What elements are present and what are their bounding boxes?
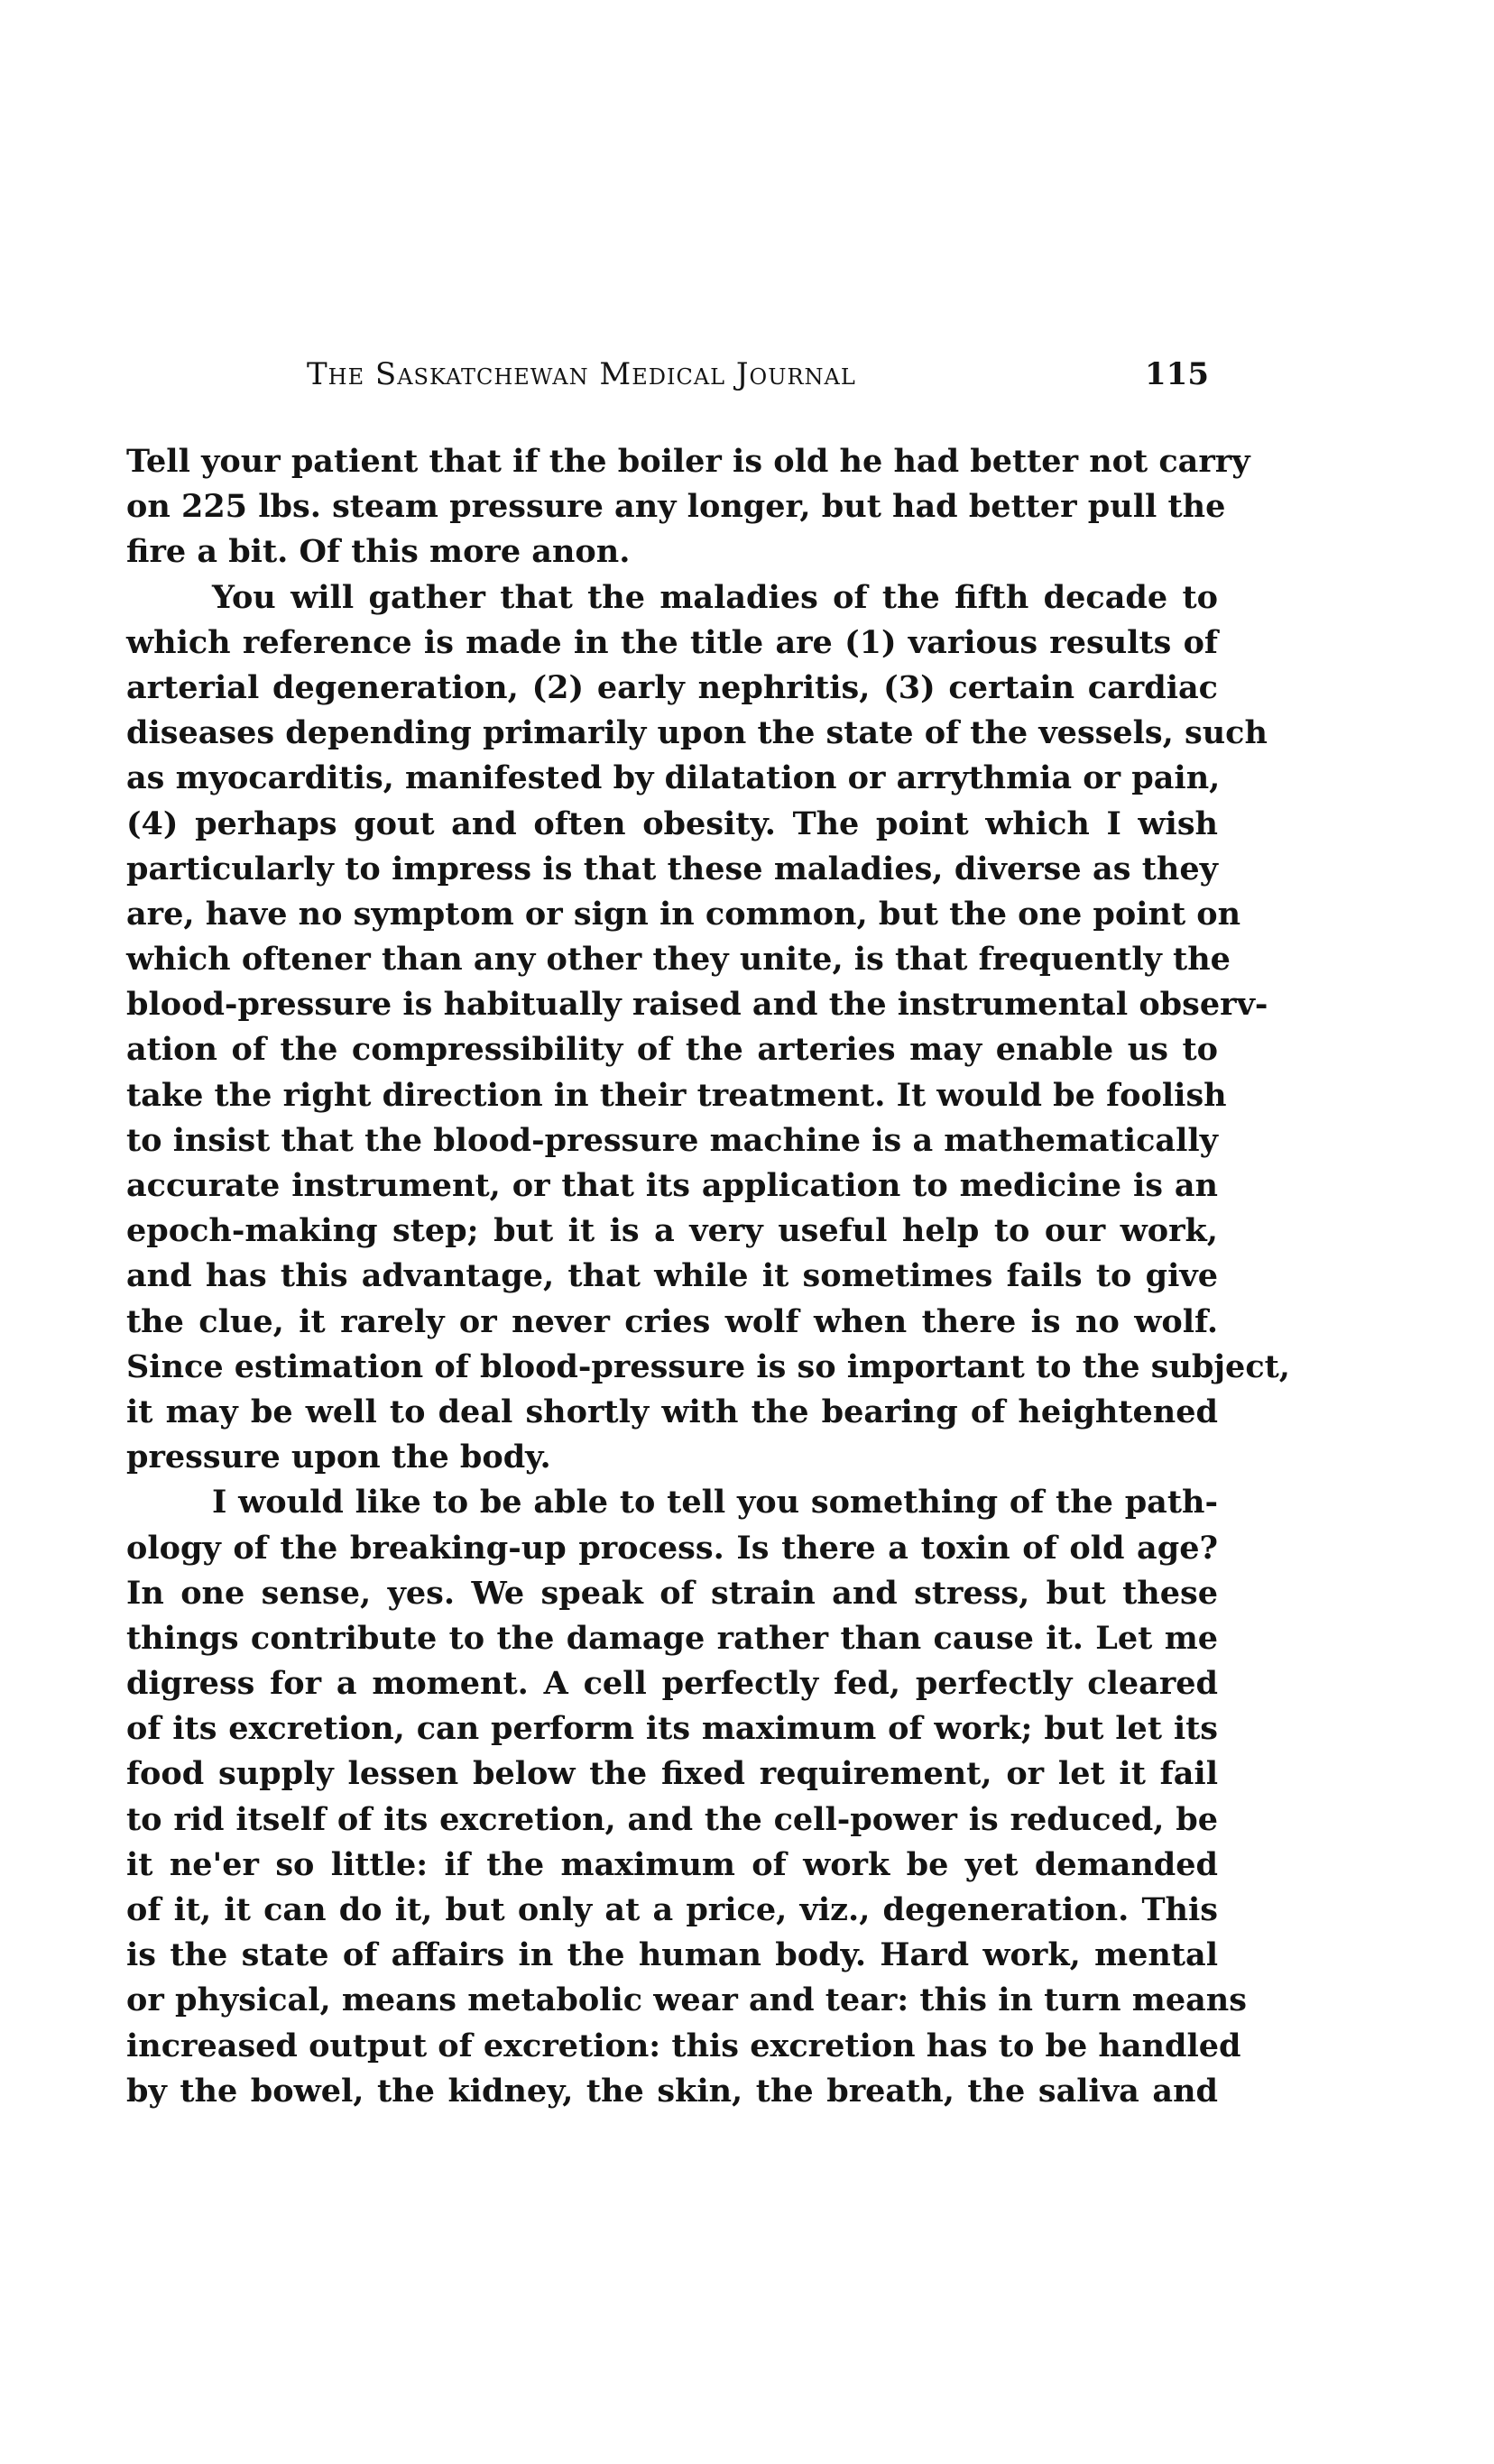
text-line: increased output of excretion: this excretion has to be handled [126,2027,1241,2064]
text-line: as myocarditis, manifested by dilatation or arrythmia or pain, [126,759,1221,797]
text-line: arterial degeneration, (2) early nephritis, (3) certain cardiac [126,668,1218,706]
journal-title: The Saskatchewan Medical Journal [307,356,856,392]
text-line: In one sense, yes. We speak of strain and stress, but these [126,1574,1218,1612]
body-text [126,439,1290,2114]
text-line: pressure upon the body. [126,1439,551,1476]
page-number: 115 [1145,356,1209,392]
text-line: epoch-making step; but it is a very useful help to our work, [126,1212,1218,1250]
text-line: which oftener than any other they unite, is that frequently the [126,941,1231,979]
text-line: fire a bit. Of this more anon. [126,533,631,571]
text-line: to rid itself of its excretion, and the cell-power is reduced, be [126,1800,1218,1838]
text-line: ation of the compressibility of the arteries may enable us to [126,1031,1218,1069]
text-line: by the bowel, the kidney, the skin, the breath, the saliva and [126,2072,1218,2110]
text-line: is the state of affairs in the human body. Hard work, mental [126,1936,1218,1974]
text-line: Since estimation of blood-pressure is so important to the subject, [126,1347,1290,1385]
text-line: of its excretion, can perform its maximum of work; but let its [126,1710,1218,1748]
text-line: things contribute to the damage rather than cause it. Let me [126,1619,1218,1657]
text-line: the clue, it rarely or never cries wolf when there is no wolf. [126,1302,1218,1340]
text-line: digress for a moment. A cell perfectly fed, perfectly cleared [126,1665,1218,1703]
text-line: which reference is made in the title are (1) various results of [126,623,1218,661]
text-line: it may be well to deal shortly with the bearing of heightened [126,1393,1218,1430]
text-line: You will gather that the maladies of the fifth decade to [212,578,1218,616]
text-line: take the right direction in their treatment. It would be foolish [126,1076,1227,1114]
text-line: accurate instrument, or that its application to medicine is an [126,1167,1218,1204]
text-line: particularly to impress is that these maladies, diverse as they [126,850,1218,887]
text-line: and has this advantage, that while it sometimes fails to give [126,1257,1218,1295]
text-line: I would like to be able to tell you something of the path- [212,1484,1218,1522]
text-line: of it, it can do it, but only at a price, viz., degeneration. This [126,1891,1218,1928]
text-line: are, have no symptom or sign in common, but the one point on [126,895,1241,933]
text-line: ology of the breaking-up process. Is there a toxin of old age? [126,1529,1218,1567]
text-line: on 225 lbs. steam pressure any longer, but had better pull the [126,488,1226,526]
text-line: Tell your patient that if the boiler is old he had better not carry [126,443,1250,480]
text-line: food supply lessen below the fixed requirement, or let it fail [126,1755,1218,1793]
text-line: blood-pressure is habitually raised and the instrumental observ- [126,986,1268,1024]
text-line: or physical, means metabolic wear and tear: this in turn means [126,1981,1247,2019]
text-line: to insist that the blood-pressure machine is a mathematically [126,1121,1218,1159]
text-line: (4) perhaps gout and often obesity. The point which I wish [126,804,1218,842]
text-line: diseases depending primarily upon the state of the vessels, such [126,714,1268,752]
text-line: it ne'er so little: if the maximum of work be yet demanded [126,1845,1218,1883]
running-head [307,356,1209,401]
